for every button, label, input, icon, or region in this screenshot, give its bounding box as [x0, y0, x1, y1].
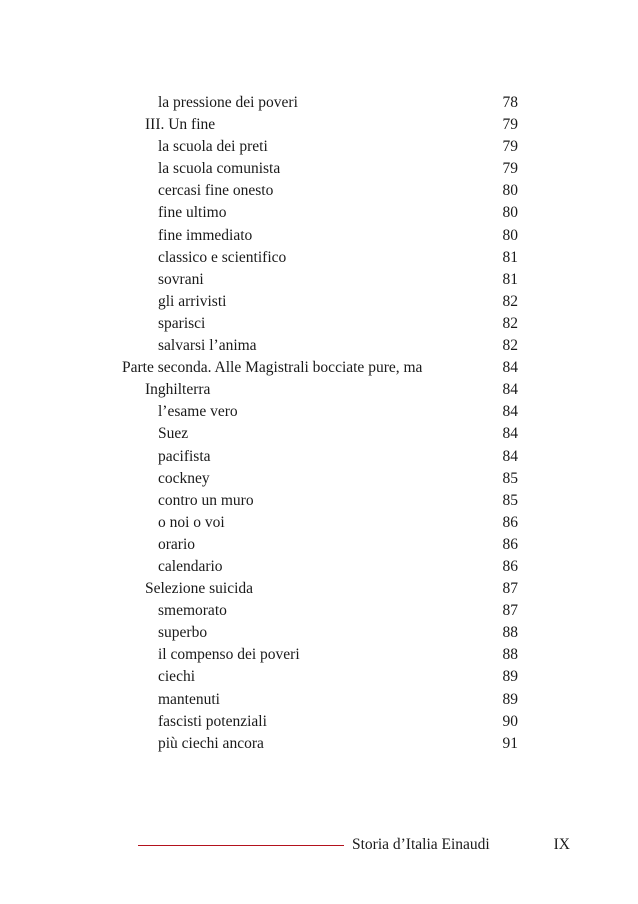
toc-entry-page: 86 [502, 557, 518, 575]
toc-entry-page: 86 [502, 535, 518, 553]
toc-entry-title: III. Un fine [145, 116, 216, 134]
page-footer [0, 832, 638, 858]
toc-entry-title: gli arrivisti [158, 292, 227, 310]
toc-entry [0, 225, 638, 247]
toc-entry-title: mantenuti [158, 690, 220, 708]
toc-entry-page: 84 [502, 359, 518, 377]
toc-entry [0, 689, 638, 711]
toc-entry-page: 82 [502, 337, 518, 355]
toc-entry-page: 81 [502, 248, 518, 266]
toc-entry [0, 114, 638, 136]
toc-entry-page: 84 [502, 425, 518, 443]
toc-entry-title: salvarsi l’anima [158, 337, 257, 355]
toc-entry-page: 87 [502, 580, 518, 598]
toc-entry-page: 80 [502, 204, 518, 222]
toc-entry-title: orario [158, 535, 196, 553]
toc-entry [0, 733, 638, 755]
toc-entry-page: 84 [502, 381, 518, 399]
toc-entry-title: Inghilterra [145, 381, 211, 399]
toc-entry [0, 446, 638, 468]
toc-entry [0, 92, 638, 114]
toc-entry [0, 180, 638, 202]
toc-entry-page: 80 [502, 226, 518, 244]
toc-entry-title: Selezione suicida [145, 580, 254, 598]
toc-entry-page: 91 [502, 734, 518, 752]
toc-entry-page: 79 [502, 160, 518, 178]
toc-entry-title: fascisti potenziali [158, 712, 267, 730]
toc-entry [0, 578, 638, 600]
toc-entry-title: Parte seconda. Alle Magistrali bocciate pure, ma [122, 359, 423, 377]
toc-entry [0, 401, 638, 423]
toc-entry [0, 534, 638, 556]
toc-entry-title: smemorato [158, 602, 227, 620]
toc-entry-title: sparisci [158, 314, 206, 332]
toc-entry-page: 88 [502, 624, 518, 642]
toc-entry-title: l’esame vero [158, 403, 238, 421]
toc-entry [0, 136, 638, 158]
toc-entry [0, 666, 638, 688]
toc-entry [0, 335, 638, 357]
toc-entry [0, 158, 638, 180]
toc-entry-page: 84 [502, 447, 518, 465]
toc-entry [0, 291, 638, 313]
toc-entry-page: 90 [502, 712, 518, 730]
toc-entry-page: 81 [502, 270, 518, 288]
toc-entry-title: fine immediato [158, 226, 253, 244]
toc-entry-title: cockney [158, 469, 210, 487]
toc-entry [0, 711, 638, 733]
toc-entry-title: la pressione dei poveri [158, 94, 298, 111]
toc-entry-title: fine ultimo [158, 204, 227, 222]
toc-entry-page: 85 [502, 469, 518, 487]
toc-entry [0, 357, 638, 379]
toc-entry [0, 247, 638, 269]
page-number: IX [553, 836, 570, 853]
toc-entry-title: calendario [158, 557, 223, 575]
toc-entry-page: 82 [502, 314, 518, 332]
toc-entry-page: 86 [502, 513, 518, 531]
toc-entry-title: la scuola comunista [158, 160, 281, 178]
toc-entry-page: 87 [502, 602, 518, 620]
toc-entry-title: la scuola dei preti [158, 138, 268, 156]
toc-entry-page: 89 [502, 668, 518, 686]
toc-entry-page: 88 [502, 646, 518, 664]
toc-entry-title: il compenso dei poveri [158, 646, 300, 664]
toc-entry-page: 79 [502, 116, 518, 134]
toc-entry [0, 622, 638, 644]
table-of-contents [0, 92, 638, 755]
toc-entry-title: cercasi fine onesto [158, 182, 274, 200]
toc-entry [0, 512, 638, 534]
toc-entry-title: o noi o voi [158, 513, 225, 531]
footer-publisher: Storia d’Italia Einaudi [352, 836, 490, 853]
toc-entry-title: Suez [158, 425, 189, 443]
toc-entry [0, 468, 638, 490]
toc-entry [0, 490, 638, 512]
toc-entry [0, 313, 638, 335]
toc-entry-page: 84 [502, 403, 518, 421]
toc-entry-title: contro un muro [158, 491, 254, 509]
toc-entry [0, 269, 638, 291]
toc-entry [0, 600, 638, 622]
toc-entry-page: 85 [502, 491, 518, 509]
toc-entry-title: sovrani [158, 270, 204, 288]
toc-entry-title: classico e scientifico [158, 248, 287, 266]
toc-entry [0, 423, 638, 445]
toc-entry-page: 79 [502, 138, 518, 156]
toc-entry-page: 82 [502, 292, 518, 310]
footer-rule [138, 845, 344, 846]
toc-entry [0, 556, 638, 578]
toc-entry-title: superbo [158, 624, 208, 642]
toc-entry-page: 80 [502, 182, 518, 200]
toc-entry-page: 78 [502, 94, 518, 111]
toc-entry [0, 379, 638, 401]
toc-entry-page: 89 [502, 690, 518, 708]
toc-entry-title: più ciechi ancora [158, 734, 264, 752]
toc-entry [0, 644, 638, 666]
toc-entry [0, 202, 638, 224]
toc-entry-title: pacifista [158, 447, 211, 465]
toc-entry-title: ciechi [158, 668, 196, 686]
